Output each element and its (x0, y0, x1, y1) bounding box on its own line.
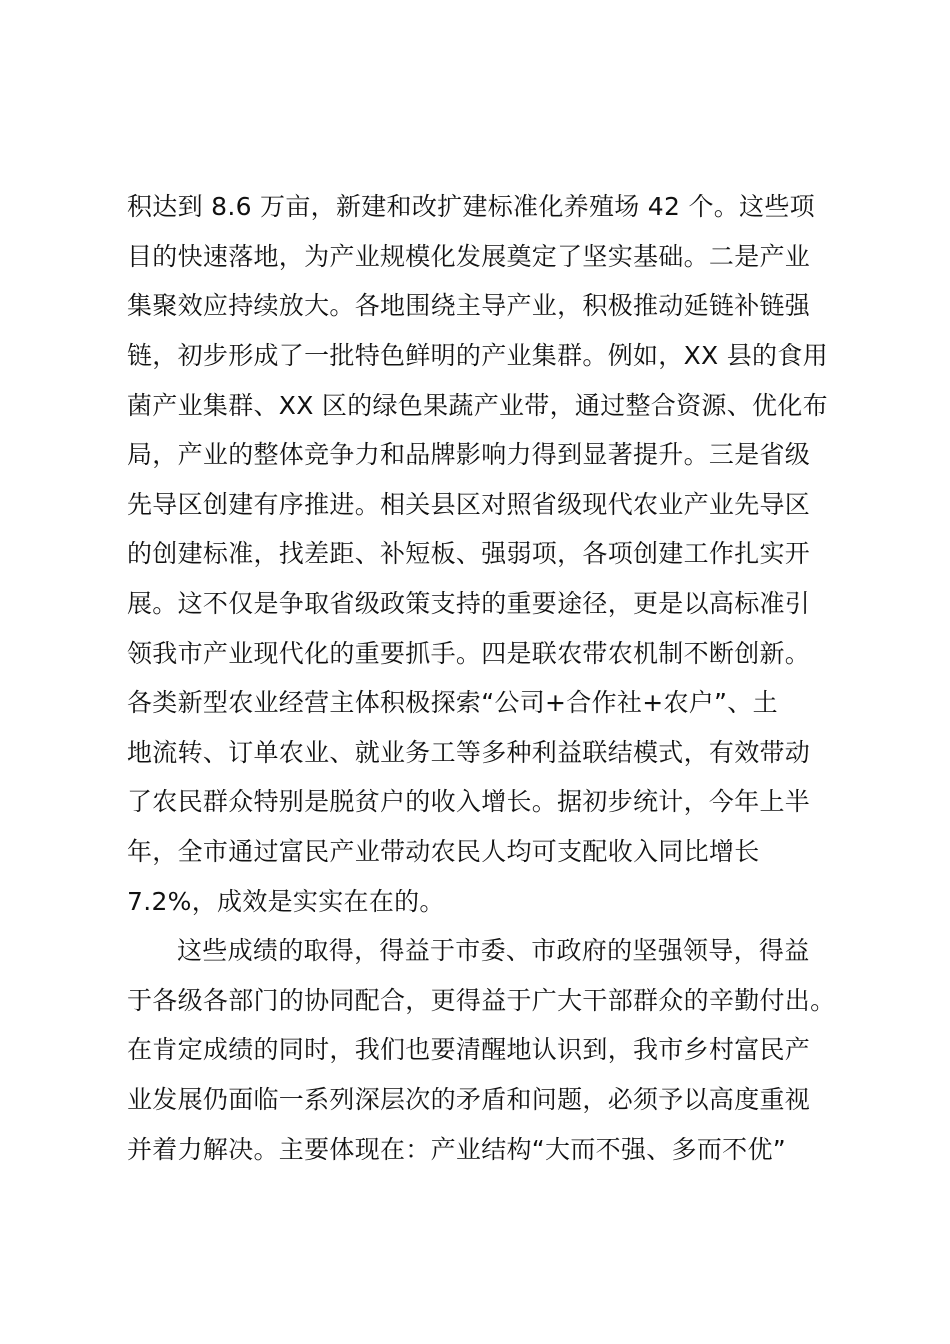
text-line: 先导区创建有序推进。相关县区对照省级现代农业产业先导区 (127, 490, 811, 519)
text-line: 了农民群众特别是脱贫户的收入增长。据初步统计，今年上半 (127, 787, 811, 816)
text-line: 菌产业集群、XX 区的绿色果蔬产业带，通过整合资源、优化布 (127, 391, 828, 420)
text-line: 目的快速落地，为产业规模化发展奠定了坚实基础。二是产业 (127, 242, 811, 271)
text-line: 地流转、订单农业、就业务工等多种利益联结模式，有效带动 (127, 738, 811, 767)
paragraph-first-line: 这些成绩的取得，得益于市委、市政府的坚强领导，得益 (177, 936, 810, 965)
text-line: 积达到 8.6 万亩，新建和改扩建标准化养殖场 42 个。这些项 (127, 192, 815, 221)
text-line: 7.2%，成效是实实在在的。 (127, 887, 445, 916)
text-line: 的创建标准，找差距、补短板、强弱项，各项创建工作扎实开 (127, 539, 811, 568)
text-line: 在肯定成绩的同时，我们也要清醒地认识到，我市乡村富民产 (127, 1035, 811, 1064)
text-line: 并着力解决。主要体现在：产业结构“大而不强、多而不优” (127, 1135, 787, 1164)
text-line: 业发展仍面临一系列深层次的矛盾和问题，必须予以高度重视 (127, 1085, 811, 1114)
text-line: 各类新型农业经营主体积极探索“公司+合作社+农户”、土 (127, 688, 778, 717)
text-line: 集聚效应持续放大。各地围绕主导产业，积极推动延链补链强 (127, 291, 811, 320)
text-line: 局，产业的整体竞争力和品牌影响力得到显著提升。三是省级 (127, 440, 811, 469)
text-line: 于各级各部门的协同配合，更得益于广大干部群众的辛勤付出。 (127, 986, 836, 1015)
text-line: 链，初步形成了一批特色鲜明的产业集群。例如，XX 县的食用 (127, 341, 828, 370)
text-line: 年，全市通过富民产业带动农民人均可支配收入同比增长 (127, 837, 760, 866)
text-line: 展。这不仅是争取省级政策支持的重要途径，更是以高标准引 (127, 589, 811, 618)
text-line: 领我市产业现代化的重要抓手。四是联农带农机制不断创新。 (127, 639, 811, 668)
